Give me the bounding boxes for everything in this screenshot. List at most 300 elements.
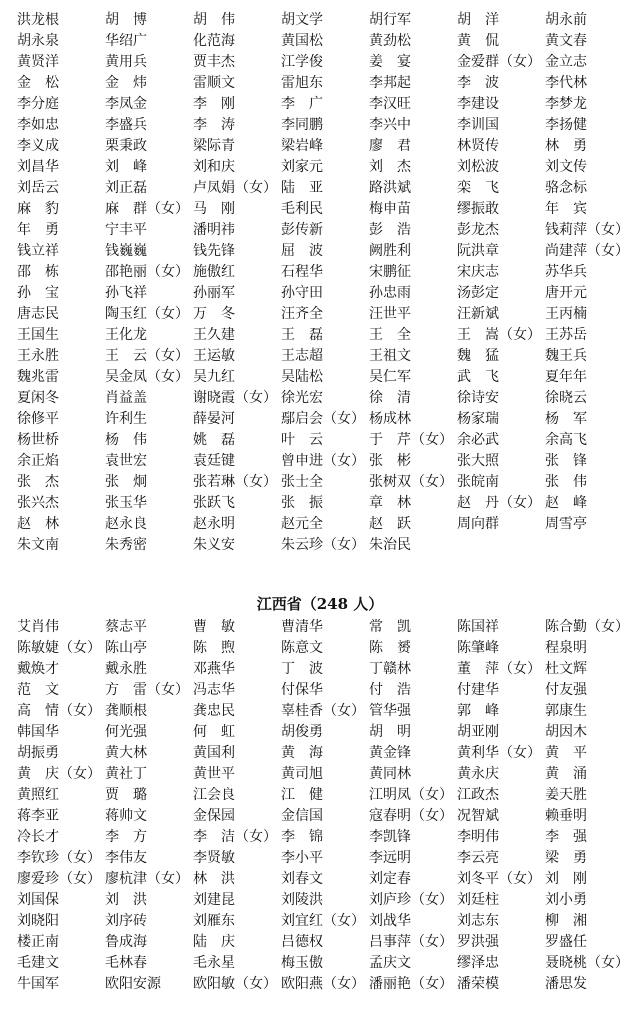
name-cell: 王 全 [369, 327, 411, 343]
name-cell: 王久建 [193, 327, 235, 343]
name-cell: 李 锦 [281, 829, 323, 845]
name-cell: 赵 跃 [369, 516, 411, 532]
name-cell: 陈意文 [281, 640, 323, 656]
name-cell: 林 洪 [193, 871, 235, 887]
name-cell: 贾丰杰 [193, 54, 235, 70]
name-cell: 李 波 [457, 75, 499, 91]
name-cell: 朱云珍（女） [281, 537, 365, 553]
name-cell: 黄贤洋 [17, 54, 59, 70]
name-cell: 潘思发 [545, 976, 587, 992]
name-cell: 毛建文 [17, 955, 59, 971]
name-cell: 刘家元 [281, 159, 323, 175]
name-cell: 章 林 [369, 495, 411, 511]
name-cell: 鲁成海 [105, 934, 147, 950]
name-cell: 夏闲冬 [17, 390, 59, 406]
name-cell: 杨世桥 [17, 432, 59, 448]
name-cell: 付建华 [457, 682, 499, 698]
name-cell: 江会良 [193, 787, 235, 803]
name-cell: 刘雁东 [193, 913, 235, 929]
name-cell: 金 炜 [105, 75, 147, 91]
name-cell: 李如忠 [17, 117, 59, 133]
name-cell: 华绍广 [105, 33, 147, 49]
name-cell: 尚建萍（女） [545, 243, 629, 259]
name-cell: 梅玉傲 [281, 955, 323, 971]
name-cell: 付保华 [281, 682, 323, 698]
name-cell: 郭康生 [545, 703, 587, 719]
name-cell: 胡 博 [105, 12, 147, 28]
name-cell: 钱莉萍（女） [545, 222, 629, 238]
name-cell: 常 凯 [369, 619, 411, 635]
name-cell: 骆念标 [545, 180, 587, 196]
name-cell: 栗秉政 [105, 138, 147, 154]
name-cell: 黄用兵 [105, 54, 147, 70]
name-cell: 黄社丁 [105, 766, 147, 782]
name-cell: 年 宾 [545, 201, 587, 217]
name-cell: 邓燕华 [193, 661, 235, 677]
name-cell: 孙守田 [281, 285, 323, 301]
name-cell: 胡行军 [369, 12, 411, 28]
name-cell: 黄 庆（女） [17, 766, 101, 782]
name-cell: 黄劲松 [369, 33, 411, 49]
name-cell: 牛国军 [17, 976, 59, 992]
name-cell: 李训国 [457, 117, 499, 133]
name-cell: 肖益盖 [105, 390, 147, 406]
name-cell: 方 雷（女） [105, 682, 189, 698]
name-cell: 刘 峰 [105, 159, 147, 175]
name-cell: 刘 洪 [105, 892, 147, 908]
name-cell: 柳 湘 [545, 913, 587, 929]
name-cell: 王化龙 [105, 327, 147, 343]
name-cell: 何 虹 [193, 724, 235, 740]
name-cell: 付友强 [545, 682, 587, 698]
name-cell: 林 勇 [545, 138, 587, 154]
name-cell: 缪振敢 [457, 201, 499, 217]
name-cell: 李 强 [545, 829, 587, 845]
name-cell: 梁际青 [193, 138, 235, 154]
name-cell: 赵 峰 [545, 495, 587, 511]
name-cell: 聂晓桃（女） [545, 955, 629, 971]
name-cell: 楼正南 [17, 934, 59, 950]
name-cell: 许利生 [105, 411, 147, 427]
name-cell: 刘昌华 [17, 159, 59, 175]
name-cell: 廖杭津（女） [105, 871, 189, 887]
name-cell: 辜桂香（女） [281, 703, 365, 719]
name-cell: 王运敏 [193, 348, 235, 364]
name-cell: 潘荣模 [457, 976, 499, 992]
name-cell: 彭 浩 [369, 222, 411, 238]
name-list-grid-2 [17, 617, 640, 995]
name-cell: 吴金凤（女） [105, 369, 189, 385]
name-cell: 龚忠民 [193, 703, 235, 719]
name-cell: 孙丽军 [193, 285, 235, 301]
name-cell: 吕事萍（女） [369, 934, 453, 950]
name-cell: 江明凤（女） [369, 787, 453, 803]
name-cell: 李邦起 [369, 75, 411, 91]
name-cell: 王 嵩（女） [457, 327, 541, 343]
name-cell: 胡 明 [369, 724, 411, 740]
name-cell: 黄国利 [193, 745, 235, 761]
name-cell: 朱秀密 [105, 537, 147, 553]
name-cell: 潘明祎 [193, 222, 235, 238]
name-cell: 林贤传 [457, 138, 499, 154]
name-cell: 汪世平 [369, 306, 411, 322]
name-cell: 徐光宏 [281, 390, 323, 406]
name-cell: 刘冬平（女） [457, 871, 541, 887]
name-cell: 屈 波 [281, 243, 323, 259]
name-cell: 张大照 [457, 453, 499, 469]
name-cell: 金保园 [193, 808, 235, 824]
name-cell: 陈 赟 [369, 640, 411, 656]
name-cell: 张玉华 [105, 495, 147, 511]
name-cell: 李扬健 [545, 117, 587, 133]
name-cell: 黄司旭 [281, 766, 323, 782]
name-cell: 雷旭东 [281, 75, 323, 91]
name-cell: 王国生 [17, 327, 59, 343]
name-cell: 王永胜 [17, 348, 59, 364]
name-cell: 刘岳云 [17, 180, 59, 196]
name-cell: 蔡志平 [105, 619, 147, 635]
name-cell: 胡文学 [281, 12, 323, 28]
name-cell: 黄国松 [281, 33, 323, 49]
name-cell: 彭传新 [281, 222, 323, 238]
name-cell: 张士全 [281, 474, 323, 490]
name-cell: 黄 海 [281, 745, 323, 761]
name-cell: 丁 波 [281, 661, 323, 677]
name-cell: 程泉明 [545, 640, 587, 656]
name-cell: 王志超 [281, 348, 323, 364]
name-cell: 胡俊勇 [281, 724, 323, 740]
name-cell: 钱巍巍 [105, 243, 147, 259]
name-cell: 栾 飞 [457, 180, 499, 196]
name-cell: 李 涛 [193, 117, 235, 133]
name-cell: 苏华兵 [545, 264, 587, 280]
name-cell: 李凯锋 [369, 829, 411, 845]
name-cell: 宋鹏征 [369, 264, 411, 280]
name-cell: 陈山亭 [105, 640, 147, 656]
name-cell: 江 健 [281, 787, 323, 803]
name-cell: 于 芹（女） [369, 432, 453, 448]
name-cell: 张跃飞 [193, 495, 235, 511]
name-cell: 李代林 [545, 75, 587, 91]
name-cell: 张树双（女） [369, 474, 453, 490]
name-cell: 孙忠雨 [369, 285, 411, 301]
name-cell: 张 彬 [369, 453, 411, 469]
name-cell: 吴九红 [193, 369, 235, 385]
name-cell: 张 伟 [545, 474, 587, 490]
name-cell: 罗盛任 [545, 934, 587, 950]
name-cell: 刘志东 [457, 913, 499, 929]
name-cell: 黄照红 [17, 787, 59, 803]
name-cell: 马 刚 [193, 201, 235, 217]
name-cell: 武 飞 [457, 369, 499, 385]
name-cell: 丁赣林 [369, 661, 411, 677]
name-cell: 黄 涌 [545, 766, 587, 782]
name-cell: 朱义安 [193, 537, 235, 553]
name-cell: 刘庐珍（女） [369, 892, 453, 908]
section-title-jiangxi: 江西省（248 人） [256, 595, 384, 613]
name-cell: 陈肇峰 [457, 640, 499, 656]
name-cell: 何光强 [105, 724, 147, 740]
name-cell: 夏年年 [545, 369, 587, 385]
name-cell: 余必武 [457, 432, 499, 448]
name-cell: 缪泽忠 [457, 955, 499, 971]
name-cell: 胡永泉 [17, 33, 59, 49]
name-cell: 李明伟 [457, 829, 499, 845]
name-cell: 刘定春 [369, 871, 411, 887]
name-cell: 万 冬 [193, 306, 235, 322]
name-cell: 廖爱珍（女） [17, 871, 101, 887]
name-cell: 刘国保 [17, 892, 59, 908]
name-cell: 彭龙杰 [457, 222, 499, 238]
name-cell: 朱文南 [17, 537, 59, 553]
name-cell: 李汉旺 [369, 96, 411, 112]
name-cell: 张皖南 [457, 474, 499, 490]
name-cell: 阙胜利 [369, 243, 411, 259]
name-cell: 李小平 [281, 850, 323, 866]
name-cell: 魏 猛 [457, 348, 499, 364]
name-cell: 郭 峰 [457, 703, 499, 719]
name-cell: 张兴杰 [17, 495, 59, 511]
name-cell: 艾肖伟 [17, 619, 59, 635]
name-cell: 李分庭 [17, 96, 59, 112]
name-cell: 周向群 [457, 516, 499, 532]
name-cell: 汪新斌 [457, 306, 499, 322]
name-cell: 王丙楠 [545, 306, 587, 322]
name-cell: 陈合勤（女） [545, 619, 629, 635]
name-cell: 鄢启会（女） [281, 411, 365, 427]
name-cell: 梁岩峰 [281, 138, 323, 154]
name-cell: 吕德权 [281, 934, 323, 950]
name-cell: 化范海 [193, 33, 235, 49]
name-cell: 贾 璐 [105, 787, 147, 803]
name-cell: 金信国 [281, 808, 323, 824]
name-cell: 蒋帅文 [105, 808, 147, 824]
name-cell: 李贤敏 [193, 850, 235, 866]
name-cell: 陆 庆 [193, 934, 235, 950]
name-cell: 潘丽艳（女） [369, 976, 453, 992]
name-cell: 刘文传 [545, 159, 587, 175]
name-cell: 董 萍（女） [457, 661, 541, 677]
name-cell: 管华强 [369, 703, 411, 719]
name-cell: 石程华 [281, 264, 323, 280]
name-cell: 况智斌 [457, 808, 499, 824]
name-cell: 李梦龙 [545, 96, 587, 112]
name-cell: 刘 刚 [545, 871, 587, 887]
name-cell: 刘春文 [281, 871, 323, 887]
name-cell: 宁丰平 [105, 222, 147, 238]
name-cell: 邵 栋 [17, 264, 59, 280]
name-cell: 赵永明 [193, 516, 235, 532]
name-cell: 李钦珍（女） [17, 850, 101, 866]
name-cell: 吴仁军 [369, 369, 411, 385]
name-cell: 李兴中 [369, 117, 411, 133]
name-cell: 张 振 [281, 495, 323, 511]
name-cell: 张 锋 [545, 453, 587, 469]
name-cell: 李 洁（女） [193, 829, 277, 845]
name-cell: 王祖文 [369, 348, 411, 364]
name-list-grid-1 [17, 10, 640, 556]
name-cell: 袁廷键 [193, 453, 235, 469]
name-cell: 刘陵洪 [281, 892, 323, 908]
name-cell: 魏兆雷 [17, 369, 59, 385]
name-cell: 刘松波 [457, 159, 499, 175]
name-cell: 梁 勇 [545, 850, 587, 866]
name-cell: 付 浩 [369, 682, 411, 698]
name-cell: 李 刚 [193, 96, 235, 112]
name-cell: 陶玉红（女） [105, 306, 189, 322]
name-cell: 黄 侃 [457, 33, 499, 49]
name-cell: 叶 云 [281, 432, 323, 448]
name-cell: 刘序砖 [105, 913, 147, 929]
name-cell: 曹清华 [281, 619, 323, 635]
name-cell: 陈敏婕（女） [17, 640, 101, 656]
name-cell: 毛利民 [281, 201, 323, 217]
name-cell: 江政杰 [457, 787, 499, 803]
name-cell: 曹 敏 [193, 619, 235, 635]
name-cell: 李 广 [281, 96, 323, 112]
name-cell: 李凤金 [105, 96, 147, 112]
name-cell: 刘廷柱 [457, 892, 499, 908]
name-cell: 王 云（女） [105, 348, 189, 364]
name-cell: 冯志华 [193, 682, 235, 698]
name-cell: 李云亮 [457, 850, 499, 866]
name-cell: 高 情（女） [17, 703, 101, 719]
name-cell: 赵 林 [17, 516, 59, 532]
name-cell: 黄世平 [193, 766, 235, 782]
name-cell: 毛永星 [193, 955, 235, 971]
name-cell: 余正焰 [17, 453, 59, 469]
name-cell: 黄 平 [545, 745, 587, 761]
name-cell: 徐 清 [369, 390, 411, 406]
name-cell [457, 535, 545, 556]
name-cell: 卢凤娟（女） [193, 180, 277, 196]
name-cell: 戴永胜 [105, 661, 147, 677]
name-cell: 麻 群（女） [105, 201, 189, 217]
name-cell: 年 勇 [17, 222, 59, 238]
name-cell: 徐修平 [17, 411, 59, 427]
name-cell: 刘 杰 [369, 159, 411, 175]
name-cell: 孙飞祥 [105, 285, 147, 301]
name-cell: 胡永前 [545, 12, 587, 28]
name-cell: 戴焕才 [17, 661, 59, 677]
name-cell: 韩国华 [17, 724, 59, 740]
name-cell: 黄文春 [545, 33, 587, 49]
name-cell: 刘建昆 [193, 892, 235, 908]
name-cell: 陈 煦 [193, 640, 235, 656]
name-cell: 胡 伟 [193, 12, 235, 28]
name-cell: 金立志 [545, 54, 587, 70]
name-cell: 刘正磊 [105, 180, 147, 196]
name-cell: 胡因木 [545, 724, 587, 740]
name-cell: 刘小勇 [545, 892, 587, 908]
name-cell: 姚 磊 [193, 432, 235, 448]
name-cell: 周雪亭 [545, 516, 587, 532]
name-cell: 胡亚刚 [457, 724, 499, 740]
name-cell: 范 文 [17, 682, 59, 698]
name-cell: 陆 亚 [281, 180, 323, 196]
name-cell: 毛林春 [105, 955, 147, 971]
name-cell: 李远明 [369, 850, 411, 866]
name-cell: 路洪斌 [369, 180, 411, 196]
name-cell: 孟庆文 [369, 955, 411, 971]
name-cell: 李义成 [17, 138, 59, 154]
name-cell: 阮洪章 [457, 243, 499, 259]
name-cell: 黄同林 [369, 766, 411, 782]
name-cell: 刘战华 [369, 913, 411, 929]
name-cell: 雷顺文 [193, 75, 235, 91]
name-cell: 寇春明（女） [369, 808, 453, 824]
name-cell: 汤彭定 [457, 285, 499, 301]
name-cell: 杨 军 [545, 411, 587, 427]
name-cell: 陈国祥 [457, 619, 499, 635]
name-cell: 赵元全 [281, 516, 323, 532]
name-cell: 王 磊 [281, 327, 323, 343]
name-cell: 金 松 [17, 75, 59, 91]
name-cell: 施傲红 [193, 264, 235, 280]
name-cell: 袁世宏 [105, 453, 147, 469]
name-cell: 刘和庆 [193, 159, 235, 175]
name-cell: 李盛兵 [105, 117, 147, 133]
name-cell: 汪齐全 [281, 306, 323, 322]
name-cell: 欧阳敏（女） [193, 976, 277, 992]
name-cell: 杨成林 [369, 411, 411, 427]
name-cell: 欧阳燕（女） [281, 976, 365, 992]
name-cell: 欧阳安源 [105, 976, 161, 992]
name-cell: 麻 豹 [17, 201, 59, 217]
name-cell: 黄大林 [105, 745, 147, 761]
name-cell: 魏王兵 [545, 348, 587, 364]
name-cell: 邵艳丽（女） [105, 264, 189, 280]
name-cell: 曾申进（女） [281, 453, 365, 469]
name-cell: 薛晏河 [193, 411, 235, 427]
name-cell: 徐晓云 [545, 390, 587, 406]
name-cell: 李伟友 [105, 850, 147, 866]
name-cell: 胡振勇 [17, 745, 59, 761]
name-cell: 罗洪强 [457, 934, 499, 950]
name-cell: 赵 丹（女） [457, 495, 541, 511]
name-cell: 金爱群（女） [457, 54, 541, 70]
name-cell: 蒋李亚 [17, 808, 59, 824]
name-cell: 洪龙根 [17, 12, 59, 28]
name-cell: 唐开元 [545, 285, 587, 301]
name-cell: 黄永庆 [457, 766, 499, 782]
name-cell: 吴陆松 [281, 369, 323, 385]
name-cell: 黄利华（女） [457, 745, 541, 761]
name-cell: 孙 宝 [17, 285, 59, 301]
name-cell: 张 杰 [17, 474, 59, 490]
name-cell: 赖垂明 [545, 808, 587, 824]
name-cell: 梅申苗 [369, 201, 411, 217]
name-cell: 余高飞 [545, 432, 587, 448]
name-cell: 刘晓阳 [17, 913, 59, 929]
name-cell [545, 535, 640, 556]
name-cell: 徐诗安 [457, 390, 499, 406]
name-cell: 张若琳（女） [193, 474, 277, 490]
name-cell: 杜文辉 [545, 661, 587, 677]
name-cell: 刘宜红（女） [281, 913, 365, 929]
name-cell: 宋庆志 [457, 264, 499, 280]
name-cell: 唐志民 [17, 306, 59, 322]
name-cell: 李同鹏 [281, 117, 323, 133]
name-cell: 谢晓霞（女） [193, 390, 277, 406]
name-cell: 李 方 [105, 829, 147, 845]
name-cell: 姜天胜 [545, 787, 587, 803]
name-cell: 江学俊 [281, 54, 323, 70]
name-cell: 冷长才 [17, 829, 59, 845]
name-cell: 张 炯 [105, 474, 147, 490]
name-cell: 王苏岳 [545, 327, 587, 343]
name-cell: 龚顺根 [105, 703, 147, 719]
